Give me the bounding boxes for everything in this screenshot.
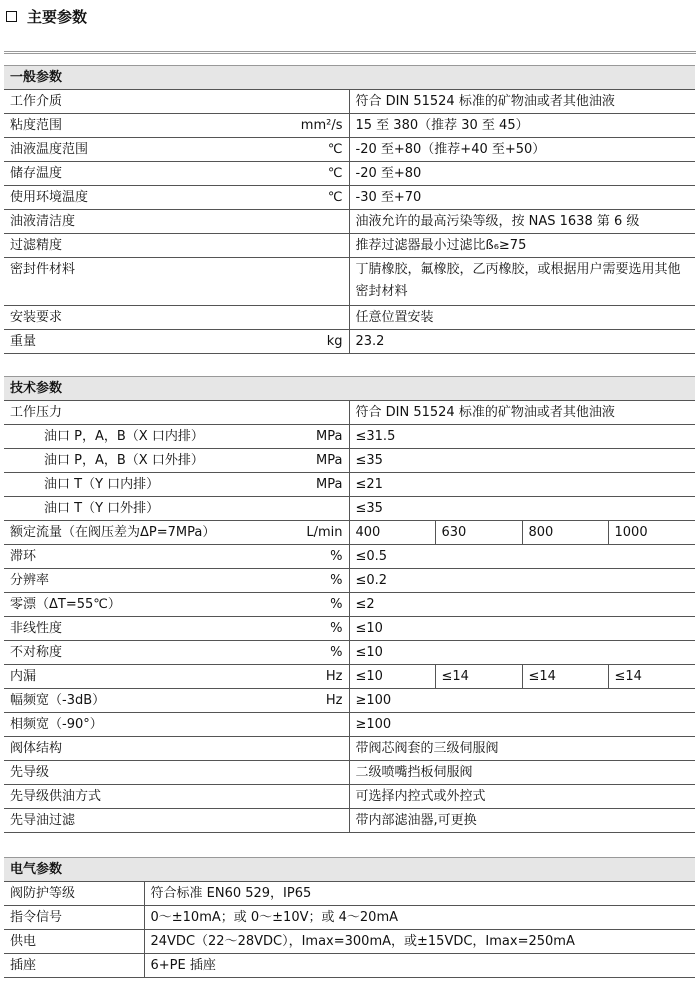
table-row	[4, 449, 695, 473]
param-unit: MPa	[274, 449, 349, 473]
param-label: 油口 T（Y 口外排）	[4, 497, 274, 521]
param-label: 额定流量（在阀压差为ΔP=7MPa）	[4, 521, 274, 545]
param-value: 带阀芯阀套的三级伺服阀	[349, 737, 695, 761]
param-value: 油液允许的最高污染等级，按 NAS 1638 第 6 级	[349, 210, 695, 234]
param-label: 阀体结构	[4, 737, 274, 761]
table-row	[4, 954, 695, 978]
table-row	[4, 114, 695, 138]
param-label: 油液清洁度	[4, 210, 274, 234]
param-unit: %	[274, 545, 349, 569]
table-row	[4, 641, 695, 665]
param-value: 23.2	[349, 330, 695, 354]
param-label: 滞环	[4, 545, 274, 569]
param-unit	[274, 761, 349, 785]
param-unit: %	[274, 593, 349, 617]
table-row	[4, 234, 695, 258]
param-value: 1000	[608, 521, 695, 545]
param-label: 阀防护等级	[4, 882, 144, 906]
param-label: 先导级供油方式	[4, 785, 274, 809]
table-row	[4, 330, 695, 354]
table-row	[4, 569, 695, 593]
table-row	[4, 473, 695, 497]
param-unit: ℃	[274, 138, 349, 162]
param-label: 密封件材料	[4, 258, 274, 306]
param-value: 15 至 380（推荐 30 至 45）	[349, 114, 695, 138]
param-unit	[274, 497, 349, 521]
param-label: 重量	[4, 330, 274, 354]
param-unit	[274, 258, 349, 306]
param-value: ≤10	[349, 641, 695, 665]
param-label: 相频宽（-90°）	[4, 713, 274, 737]
table-row	[4, 761, 695, 785]
param-unit: MPa	[274, 425, 349, 449]
param-label: 内漏	[4, 665, 274, 689]
electrical-params-header	[4, 858, 695, 882]
param-value: 630	[435, 521, 522, 545]
param-value: ≤2	[349, 593, 695, 617]
param-unit: L/min	[274, 521, 349, 545]
table-row	[4, 930, 695, 954]
table-row	[4, 882, 695, 906]
param-unit	[274, 234, 349, 258]
title-divider	[4, 51, 696, 54]
table-row	[4, 809, 695, 833]
table-row	[4, 90, 695, 114]
param-value: ≤0.2	[349, 569, 695, 593]
param-label: 先导油过滤	[4, 809, 274, 833]
param-value: 符合 DIN 51524 标准的矿物油或者其他油液	[349, 401, 695, 425]
param-label: 工作介质	[4, 90, 274, 114]
param-value: ≤35	[349, 497, 695, 521]
param-unit	[274, 90, 349, 114]
param-value: ≤14	[608, 665, 695, 689]
param-value: 400	[349, 521, 435, 545]
table-row	[4, 737, 695, 761]
param-value: 符合标准 EN60 529，IP65	[144, 882, 695, 906]
param-unit	[274, 210, 349, 234]
param-unit: MPa	[274, 473, 349, 497]
param-label: 过滤精度	[4, 234, 274, 258]
table-row	[4, 210, 695, 234]
table-row	[4, 425, 695, 449]
section-title: 技术参数	[4, 377, 695, 401]
param-value: -20 至+80	[349, 162, 695, 186]
param-unit: Hz	[274, 665, 349, 689]
param-unit	[274, 737, 349, 761]
page-title-text: 主要参数	[27, 8, 88, 26]
param-value: 带内部滤油器,可更换	[349, 809, 695, 833]
table-row	[4, 713, 695, 737]
param-value: ≤31.5	[349, 425, 695, 449]
param-label: 供电	[4, 930, 144, 954]
param-label: 储存温度	[4, 162, 274, 186]
param-label: 油液温度范围	[4, 138, 274, 162]
table-row	[4, 306, 695, 330]
technical-params-header	[4, 377, 695, 401]
param-value: ≤14	[435, 665, 522, 689]
param-value: ≤0.5	[349, 545, 695, 569]
param-value: 6+PE 插座	[144, 954, 695, 978]
param-unit: ℃	[274, 186, 349, 210]
table-row	[4, 689, 695, 713]
table-row	[4, 617, 695, 641]
table-row	[4, 258, 695, 306]
table-row	[4, 785, 695, 809]
param-value: 24VDC（22～28VDC），Imax=300mA，或±15VDC，Imax=250mA	[144, 930, 695, 954]
table-row	[4, 545, 695, 569]
param-unit	[274, 306, 349, 330]
param-value: 800	[522, 521, 608, 545]
param-value: 可选择内控式或外控式	[349, 785, 695, 809]
param-value: 0～±10mA；或 0～±10V；或 4～20mA	[144, 906, 695, 930]
param-label: 使用环境温度	[4, 186, 274, 210]
table-row	[4, 906, 695, 930]
param-value: 符合 DIN 51524 标准的矿物油或者其他油液	[349, 90, 695, 114]
table-row	[4, 162, 695, 186]
param-label: 油口 T（Y 口内排）	[4, 473, 274, 497]
param-label: 粘度范围	[4, 114, 274, 138]
param-unit	[274, 809, 349, 833]
param-value: 二级喷嘴挡板伺服阀	[349, 761, 695, 785]
param-label: 指令信号	[4, 906, 144, 930]
table-row	[4, 138, 695, 162]
param-unit: kg	[274, 330, 349, 354]
param-value: ≤35	[349, 449, 695, 473]
table-row	[4, 521, 695, 545]
technical-params-table	[4, 376, 695, 833]
param-value: ≤14	[522, 665, 608, 689]
section-title: 电气参数	[4, 858, 695, 882]
checkbox-square-icon	[6, 11, 17, 22]
param-label: 非线性度	[4, 617, 274, 641]
param-unit: %	[274, 641, 349, 665]
param-unit	[274, 713, 349, 737]
param-value: -20 至+80（推荐+40 至+50）	[349, 138, 695, 162]
param-label: 油口 P，A，B（X 口外排）	[4, 449, 274, 473]
param-unit: ℃	[274, 162, 349, 186]
param-label: 油口 P，A，B（X 口内排）	[4, 425, 274, 449]
param-label: 工作压力	[4, 401, 274, 425]
table-row	[4, 497, 695, 521]
section-title: 一般参数	[4, 66, 695, 90]
electrical-params-table	[4, 857, 695, 978]
table-row	[4, 186, 695, 210]
param-value: 丁腈橡胶，氟橡胶，乙丙橡胶，或根据用户需要选用其他密封材料	[349, 258, 695, 306]
param-unit: %	[274, 569, 349, 593]
param-value: ≤10	[349, 617, 695, 641]
param-value: ≥100	[349, 713, 695, 737]
table-row	[4, 593, 695, 617]
param-label: 先导级	[4, 761, 274, 785]
page-title	[6, 7, 87, 27]
general-params-header	[4, 66, 695, 90]
param-unit: Hz	[274, 689, 349, 713]
param-value: 任意位置安装	[349, 306, 695, 330]
param-value: 推荐过滤器最小过滤比ß₆≥75	[349, 234, 695, 258]
param-value: ≥100	[349, 689, 695, 713]
param-label: 零漂（ΔT=55℃）	[4, 593, 274, 617]
param-label: 插座	[4, 954, 144, 978]
param-unit	[274, 785, 349, 809]
param-value: ≤10	[349, 665, 435, 689]
param-value: ≤21	[349, 473, 695, 497]
param-value: -30 至+70	[349, 186, 695, 210]
param-unit	[274, 401, 349, 425]
param-label: 安装要求	[4, 306, 274, 330]
param-unit: mm²/s	[274, 114, 349, 138]
param-label: 分辨率	[4, 569, 274, 593]
table-row	[4, 665, 695, 689]
param-label: 不对称度	[4, 641, 274, 665]
param-unit: %	[274, 617, 349, 641]
general-params-table	[4, 65, 695, 354]
table-row	[4, 401, 695, 425]
param-label: 幅频宽（-3dB）	[4, 689, 274, 713]
